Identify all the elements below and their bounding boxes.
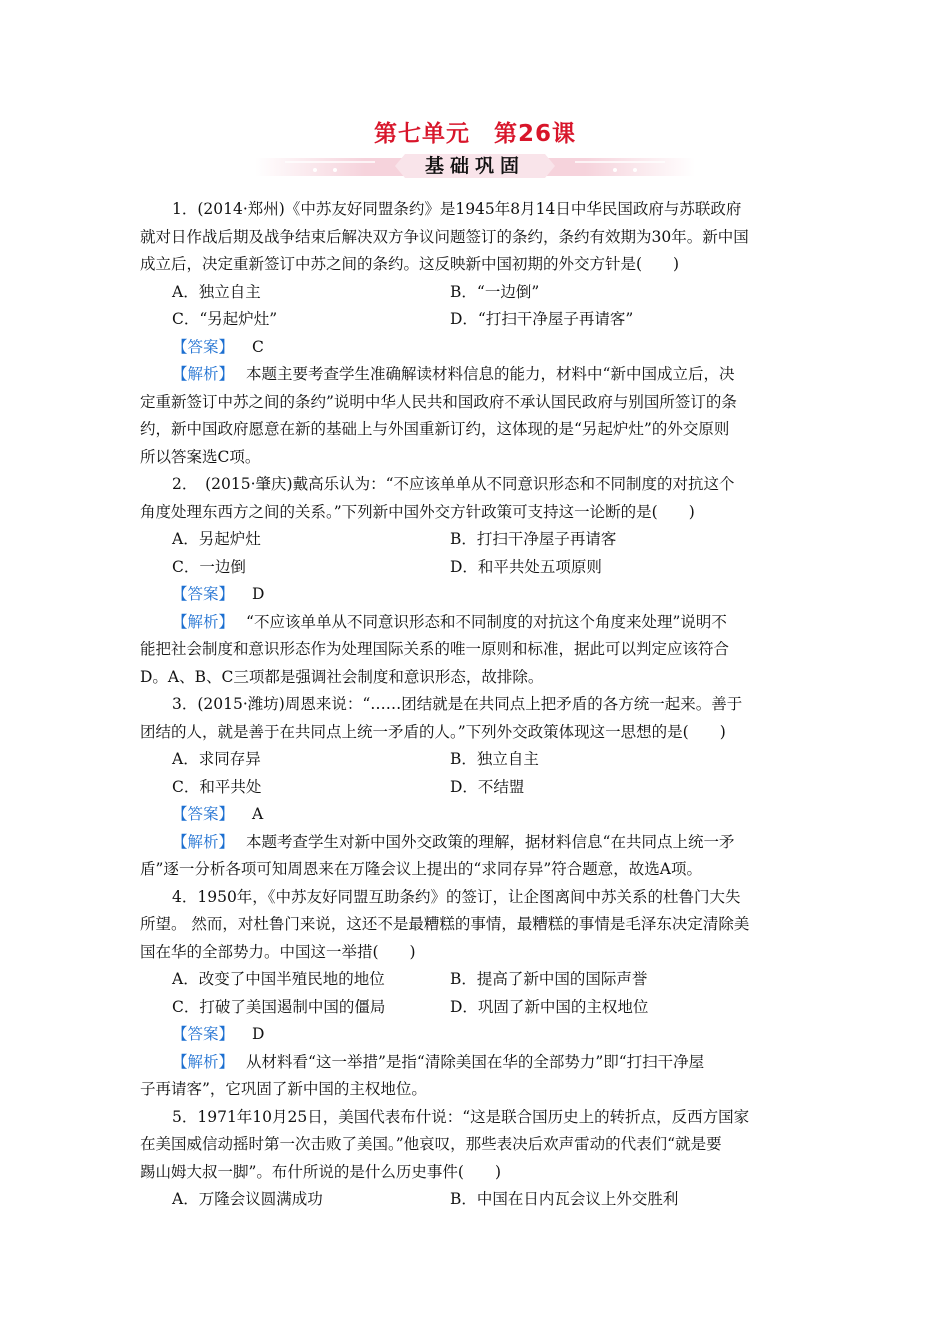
- option-b: B．“一边倒”: [450, 282, 540, 301]
- option-row: [140, 554, 810, 582]
- explanation-text: 定重新签订中苏之间的条约”说明中华人民共和国政府不承认国民政府与别国所签订的条: [140, 392, 737, 411]
- option-d: D．巩固了新中国的主权地位: [450, 997, 649, 1016]
- bracket-left: 【: [172, 337, 188, 356]
- answer-value: C: [252, 337, 264, 356]
- lesson-name: 第26课: [493, 121, 576, 147]
- option-b: B．中国在日内瓦会议上外交胜利: [450, 1190, 679, 1208]
- option-b: B．打扫干净屋子再请客: [450, 530, 617, 548]
- answer-line: [140, 801, 810, 829]
- option-d: D．不结盟: [450, 777, 525, 796]
- option-c: C．和平共处: [172, 777, 262, 796]
- bracket-left: 【: [172, 585, 188, 603]
- explanation-text: 子再请客”，它巩固了新中国的主权地位。: [140, 1080, 427, 1098]
- explanation-label: 解析: [187, 1052, 219, 1071]
- question-2: [140, 471, 810, 691]
- option-c: C．打破了美国遏制中国的僵局: [172, 997, 386, 1016]
- section-banner: [255, 150, 695, 182]
- explanation-line: [140, 829, 810, 857]
- answer-line: [140, 1021, 810, 1049]
- option-a: A．另起炉灶: [172, 530, 261, 548]
- option-row: [140, 279, 810, 307]
- answer-label: 答案: [187, 805, 219, 823]
- question-4: [140, 884, 810, 1104]
- question-stem-line: 5．1971年10月25日，美国代表布什说：“这是联合国历史上的转折点，反西方国家: [172, 1107, 750, 1126]
- question-stem-line: 角度处理东西方之间的关系。”下列新中国外交方针政策可支持这一论断的是( ): [140, 502, 695, 521]
- answer-line: [140, 581, 810, 609]
- answer-label: 答案: [187, 585, 219, 603]
- option-b: B．提高了新中国的国际声誉: [450, 970, 648, 988]
- section-title: 基础巩固: [424, 155, 525, 177]
- option-c: C．“另起炉灶”: [172, 310, 278, 328]
- bracket-left: 【: [172, 1025, 188, 1043]
- option-a: A．求同存异: [172, 750, 261, 768]
- explanation-line: [140, 609, 810, 637]
- question-stem-line: 踢山姆大叔一脚”。布什所说的是什么历史事件( ): [140, 1162, 502, 1181]
- option-a: A．万隆会议圆满成功: [172, 1190, 323, 1208]
- explanation-line: [140, 361, 810, 389]
- bracket-right: 】: [218, 585, 235, 603]
- answer-value: A: [252, 805, 264, 823]
- option-b: B．独立自主: [450, 750, 539, 768]
- answer-label: 答案: [187, 1025, 219, 1043]
- question-stem-line: 团结的人，就是善于在共同点上统一矛盾的人。”下列外交政策体现这一思想的是( ): [140, 722, 726, 741]
- bracket-right: 】: [218, 337, 235, 356]
- question-stem-line: 1．(2014·郑州)《中苏友好同盟条约》是1945年8月14日中华民国政府与苏联政府: [172, 200, 742, 218]
- option-row: [140, 526, 810, 554]
- answer-value: D: [252, 1025, 265, 1043]
- bracket-right: 】: [218, 612, 235, 631]
- question-stem-line: 就对日作战后期及战争结束后解决双方争议问题签订的条约，条约有效期为30年。新中国: [140, 227, 749, 246]
- explanation-text: “不应该单单从不同意识形态和不同制度的对抗这个角度来处理”说明不: [246, 612, 727, 631]
- question-5: [140, 1104, 810, 1214]
- explanation-text: 所以答案选C项。: [140, 447, 261, 466]
- question-stem-line: 3．(2015·潍坊)周恩来说：“……团结就是在共同点上把矛盾的各方统一起来。善于: [172, 695, 743, 713]
- option-row: [140, 746, 810, 774]
- option-row: [140, 966, 810, 994]
- explanation-text: 能把社会制度和意识形态作为处理国际关系的唯一原则和标准，据此可以判定应该符合: [140, 640, 730, 658]
- option-d: D．和平共处五项原则: [450, 557, 602, 576]
- option-c: C．一边倒: [172, 557, 246, 576]
- explanation-text: 本题考查学生对新中国外交政策的理解，据材料信息“在共同点上统一矛: [246, 832, 735, 851]
- option-row: [140, 774, 810, 802]
- question-1: [140, 196, 810, 471]
- bracket-right: 】: [218, 1025, 235, 1043]
- bracket-left: 【: [172, 612, 188, 631]
- explanation-label: 解析: [187, 365, 219, 383]
- question-list: [140, 196, 810, 1214]
- bracket-right: 】: [218, 1052, 235, 1071]
- question-stem-line: 2． (2015·肇庆)戴高乐认为：“不应该单单从不同意识形态和不同制度的对抗这个: [172, 475, 735, 493]
- option-a: A．独立自主: [172, 282, 261, 301]
- answer-label: 答案: [187, 337, 219, 356]
- explanation-label: 解析: [187, 612, 219, 631]
- question-stem-line: 成立后，决定重新签订中苏之间的条约。这反映新中国初期的外交方针是( ): [140, 255, 680, 273]
- unit-name: 第七单元: [373, 121, 470, 147]
- explanation-text: D。A、B、C三项都是强调社会制度和意识形态，故排除。: [140, 667, 544, 686]
- bracket-left: 【: [172, 805, 188, 823]
- option-row: [140, 1186, 810, 1214]
- bracket-right: 】: [218, 365, 235, 383]
- bracket-left: 【: [172, 365, 188, 383]
- option-row: [140, 994, 810, 1022]
- explanation-label: 解析: [187, 832, 219, 851]
- option-a: A．改变了中国半殖民地的地位: [172, 970, 385, 988]
- bracket-right: 】: [218, 805, 235, 823]
- option-row: [140, 306, 810, 334]
- explanation-text: 从材料看“这一举措”是指“清除美国在华的全部势力”即“打扫干净屋: [246, 1052, 705, 1071]
- question-stem-line: 所望。 然而，对杜鲁门来说，这还不是最糟糕的事情，最糟糕的事情是毛泽东决定清除美: [140, 915, 750, 933]
- question-3: [140, 691, 810, 884]
- bracket-left: 【: [172, 1052, 188, 1071]
- question-stem-line: 4．1950年，《中苏友好同盟互助条约》的签订，让企图离间中苏关系的杜鲁门大失: [172, 887, 741, 906]
- option-d: D．“打扫干净屋子再请客”: [450, 310, 634, 328]
- unit-title: [0, 118, 950, 150]
- question-stem-line: 国在华的全部势力。中国这一举措( ): [140, 942, 416, 961]
- answer-line: [140, 334, 810, 362]
- header: [0, 118, 950, 182]
- bracket-left: 【: [172, 832, 188, 851]
- explanation-text: 盾”逐一分析各项可知周恩来在万隆会议上提出的“求同存异”符合题意，故选A项。: [140, 860, 702, 878]
- question-stem-line: 在美国威信动摇时第一次击败了美国。”他哀叹，那些表决后欢声雷动的代表们“就是要: [140, 1135, 722, 1153]
- explanation-text: 约，新中国政府愿意在新的基础上与外国重新订约，这体现的是“另起炉灶”的外交原则: [140, 420, 730, 438]
- bracket-right: 】: [218, 832, 235, 851]
- explanation-text: 本题主要考查学生准确解读材料信息的能力，材料中“新中国成立后，决: [246, 365, 735, 383]
- answer-value: D: [252, 585, 265, 603]
- explanation-line: [140, 1049, 810, 1077]
